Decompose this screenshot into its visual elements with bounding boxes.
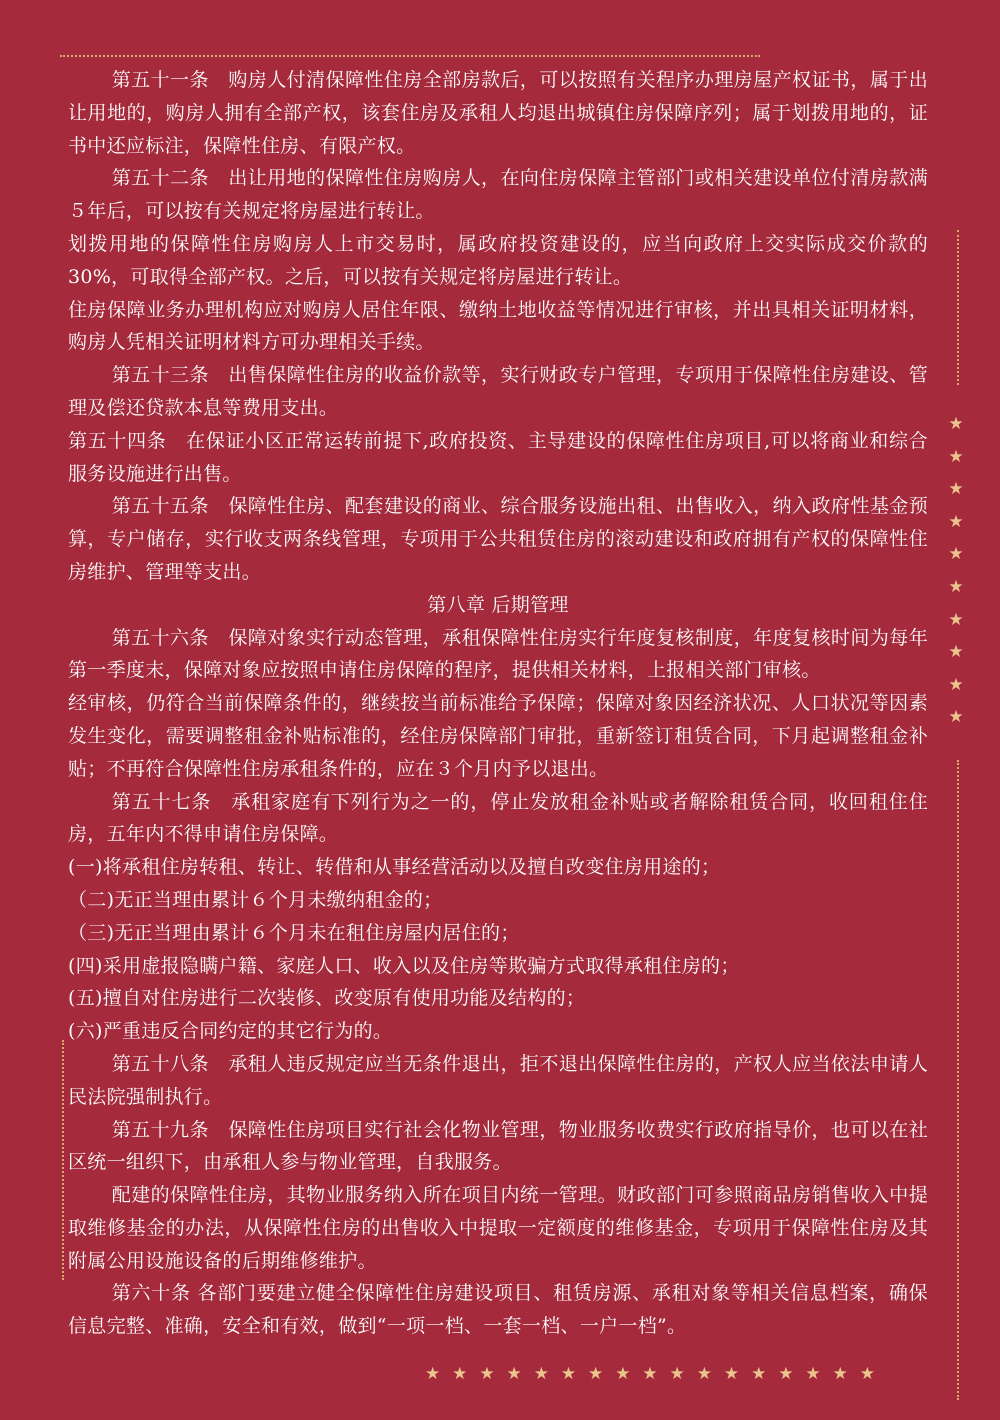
star-icon: ★ — [560, 1364, 577, 1384]
article-52-para-3: 住房保障业务办理机构应对购房人居住年限、缴纳土地收益等情况进行审核，并出具相关证明材料，购房人凭相关证明材料方可办理相关手续。 — [68, 298, 928, 354]
star-icon: ★ — [506, 1364, 522, 1384]
star-icon: ★ — [669, 1364, 685, 1384]
star-icon: ★ — [948, 609, 964, 630]
star-icon: ★ — [642, 1364, 658, 1384]
star-icon: ★ — [948, 446, 964, 467]
star-icon: ★ — [452, 1364, 468, 1384]
article-55: 第五十五条 保障性住房、配套建设的商业、综合服务设施出租、出售收入，纳入政府性基金预算，专户储存，实行收支两条线管理，专项用于公共租赁住房的滚动建设和政府拥有产权的保障性住房维护、管理等支出。 — [68, 495, 928, 583]
star-icon: ★ — [425, 1364, 441, 1384]
star-icon: ★ — [778, 1364, 794, 1384]
article-59-para-2: 配建的保障性住房，其物业服务纳入所在项目内统一管理。财政部门可参照商品房销售收入中提取维修基金的办法，从保障性住房的出售收入中提取一定额度的维修基金，专项用于保障性住房及其附属公用设施设备的后期维修维护。 — [68, 1184, 928, 1272]
star-icon: ★ — [751, 1364, 767, 1384]
article-58: 第五十八条 承租人违反规定应当无条件退出，拒不退出保障性住房的，产权人应当依法申请人民法院强制执行。 — [68, 1052, 928, 1108]
star-icon: ★ — [948, 544, 964, 565]
top-dotted-divider — [60, 55, 760, 57]
article-57-item-1: (一)将承租住房转租、转让、转借和从事经营活动以及擅自改变住房用途的； — [68, 856, 721, 879]
star-icon: ★ — [948, 414, 964, 434]
left-dotted-divider — [62, 1040, 64, 1280]
star-icon: ★ — [615, 1364, 631, 1384]
article-59: 第五十九条 保障性住房项目实行社会化物业管理，物业服务收费实行政府指导价，也可以在社区统一组织下，由承租人参与物业管理，自我服务。 — [68, 1118, 928, 1174]
article-53: 第五十三条 出售保障性住房的收益价款等，实行财政专户管理，专项用于保障性住房建设、管理及偿还贷款本息等费用支出。 — [68, 364, 928, 419]
star-icon: ★ — [948, 674, 964, 695]
chapter-8-heading: 第八章 后期管理 — [427, 593, 569, 616]
bottom-star-row — [425, 1362, 875, 1386]
article-54: 第五十四条 在保证小区正常运转前提下,政府投资、主导建设的保障性住房项目,可以将商业和综合服务设施进行出售。 — [68, 429, 928, 485]
star-icon: ★ — [588, 1364, 604, 1384]
article-56: 第五十六条 保障对象实行动态管理，承租保障性住房实行年度复核制度，年度复核时间为每年第一季度末，保障对象应按照申请住房保障的程序，提供相关材料，上报相关部门审核。 — [68, 626, 928, 682]
article-52-para-2: 划拨用地的保障性住房购房人上市交易时，属政府投资建设的，应当向政府上交实际成交价款的 30%，可取得全部产权。之后，可以按有关规定将房屋进行转让。 — [68, 232, 928, 288]
star-icon: ★ — [832, 1364, 848, 1384]
article-57-item-4: (四)采用虚报隐瞒户籍、家庭人口、收入以及住房等欺骗方式取得承租住房的； — [68, 954, 740, 977]
article-57-item-6: (六)严重违反合同约定的其它行为的。 — [68, 1020, 393, 1043]
article-57: 第五十七条 承租家庭有下列行为之一的，停止发放租金补贴或者解除租赁合同，收回租住住房，五年内不得申请住房保障。 — [68, 790, 928, 846]
star-icon: ★ — [948, 642, 964, 663]
star-icon: ★ — [948, 707, 964, 728]
star-icon: ★ — [859, 1364, 875, 1384]
star-icon: ★ — [948, 576, 964, 597]
star-icon: ★ — [696, 1364, 712, 1384]
article-56-para-2: 经审核，仍符合当前保障条件的，继续按当前标准给予保障；保障对象因经济状况、人口状况等因素发生变化，需要调整租金补贴标准的，经住房保障部门审批，重新签订租赁合同，下月起调整租金补贴；不再符合保障性住房承租条件的，应在３个月内予以退出。 — [68, 692, 928, 780]
article-57-item-2: （二)无正当理由累计６个月未缴纳租金的； — [68, 888, 443, 911]
star-icon: ★ — [948, 511, 964, 532]
star-icon: ★ — [805, 1364, 821, 1384]
star-icon: ★ — [479, 1364, 495, 1384]
article-60: 第六十条 各部门要建立健全保障性住房建设项目、租赁房源、承租对象等相关信息档案，确保信息完整、准确，安全和有效，做到“一项一档、一套一档、一户一档”。 — [68, 1282, 928, 1338]
article-57-item-5: (五)擅自对住房进行二次装修、改变原有使用功能及结构的； — [68, 987, 586, 1010]
right-dotted-divider-lower — [957, 760, 959, 1400]
article-52: 第五十二条 出让用地的保障性住房购房人，在向住房保障主管部门或相关建设单位付清房款满５年后，可以按有关规定将房屋进行转让。 — [68, 167, 928, 223]
right-star-column — [944, 408, 968, 734]
right-dotted-divider-upper — [957, 230, 959, 385]
star-icon: ★ — [723, 1364, 740, 1384]
star-icon: ★ — [948, 479, 964, 500]
article-57-item-3: （三)无正当理由累计６个月未在租住房屋内居住的； — [68, 921, 520, 944]
document-body — [68, 64, 928, 1343]
article-51: 第五十一条 购房人付清保障性住房全部房款后，可以按照有关程序办理房屋产权证书，属于出让用地的，购房人拥有全部产权，该套住房及承租人均退出城镇住房保障序列；属于划拨用地的，证书中还应标注，保障性住房、有限产权。 — [68, 69, 928, 157]
star-icon: ★ — [533, 1364, 549, 1384]
